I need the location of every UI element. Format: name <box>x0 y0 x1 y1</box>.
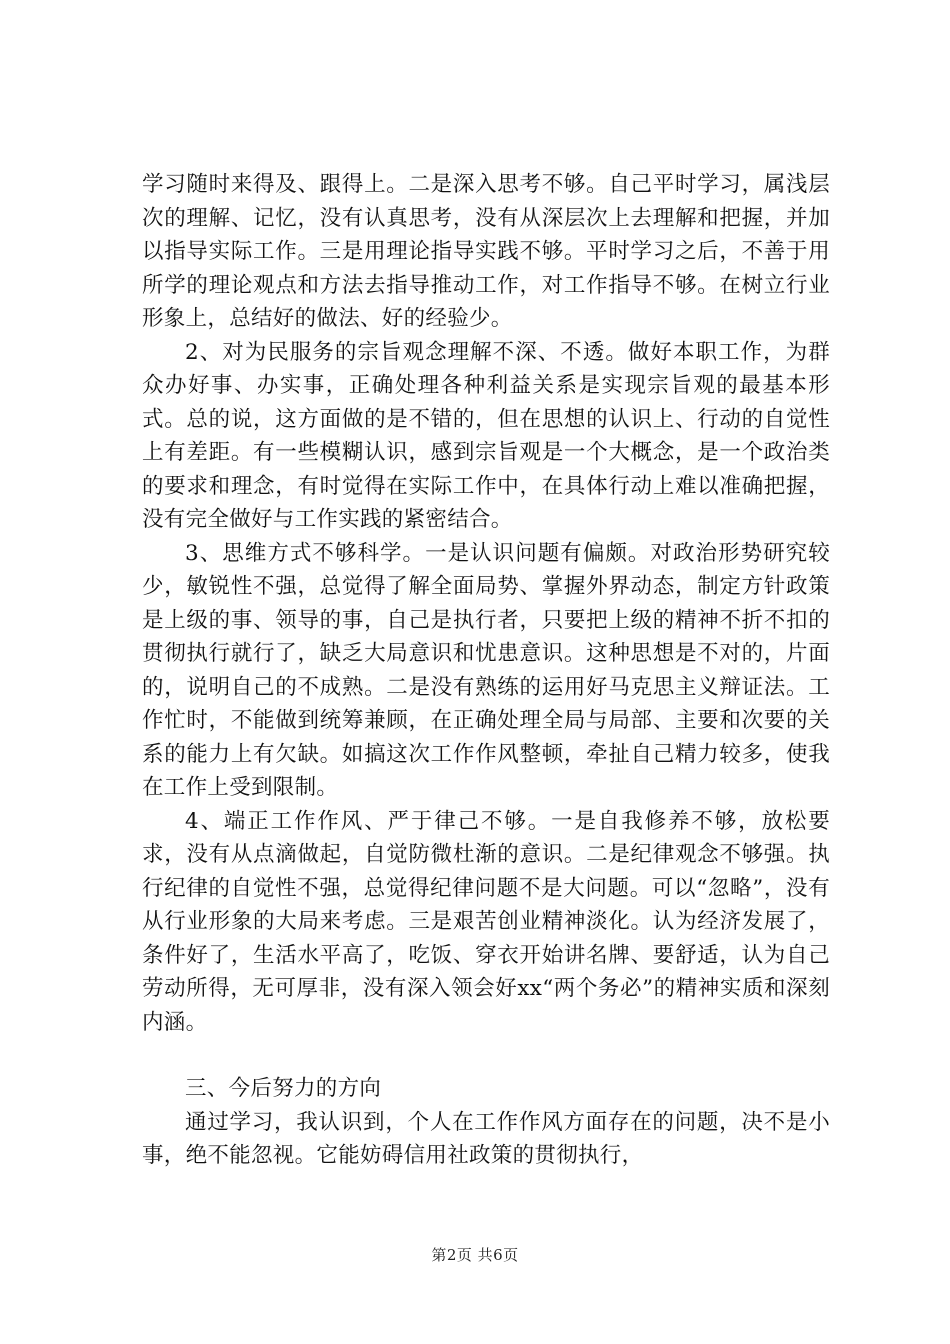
page-number-label: 第2页 共6页 <box>431 1246 519 1264</box>
document-body <box>142 168 830 1173</box>
section-spacer <box>142 1039 830 1072</box>
paragraph-continuation: 学习随时来得及、跟得上。二是深入思考不够。自己平时学习，属浅层次的理解、记忆，没有认真思考，没有从深层次上去理解和把握，并加以指导实际工作。三是用理论指导实践不够。平时学习之后，不善于用所学的理论观点和方法去指导推动工作，对工作指导不够。在树立行业形象上，总结好的做法、好的经验少。 <box>142 172 830 331</box>
paragraph-closing: 通过学习，我认识到，个人在工作作风方面存在的问题，决不是小事，绝不能忽视。它能妨碍信用社政策的贯彻执行， <box>142 1109 830 1168</box>
paragraph-item-3: 3、思维方式不够科学。一是认识问题有偏颇。对政治形势研究较少，敏锐性不强，总觉得了解全面局势、掌握外界动态，制定方针政策是上级的事、领导的事，自己是执行者，只要把上级的精神不折不扣的贯彻执行就行了，缺乏大局意识和忧患意识。这种思想是不对的，片面的，说明自己的不成熟。二是没有熟练的运用好马克思主义辩证法。工作忙时，不能做到统筹兼顾，在正确处理全局与局部、主要和次要的关系的能力上有欠缺。如搞这次工作作风整顿，牵扯自己精力较多，使我在工作上受到限制。 <box>142 540 830 800</box>
section-heading: 三、今后努力的方向 <box>185 1076 382 1101</box>
paragraph-item-2: 2、对为民服务的宗旨观念理解不深、不透。做好本职工作，为群众办好事、办实事，正确处理各种利益关系是实现宗旨观的最基本形式。总的说，这方面做的是不错的，但在思想的认识上、行动的自觉性上有差距。有一些模糊认识，感到宗旨观是一个大概念，是一个政治类的要求和理念，有时觉得在实际工作中，在具体行动上难以准确把握，没有完全做好与工作实践的紧密结合。 <box>142 339 830 532</box>
page-footer <box>0 1244 950 1265</box>
paragraph-item-4: 4、端正工作作风、严于律己不够。一是自我修养不够，放松要求，没有从点滴做起，自觉防微杜渐的意识。二是纪律观念不够强。执行纪律的自觉性不强，总觉得纪律问题不是大问题。可以“忽略”，没有从行业形象的大局来考虑。三是艰苦创业精神淡化。认为经济发展了，条件好了，生活水平高了，吃饭、穿衣开始讲名牌、要舒适，认为自己劳动所得，无可厚非，没有深入领会好xx“两个务必”的精神实质和深刻内涵。 <box>142 808 830 1035</box>
